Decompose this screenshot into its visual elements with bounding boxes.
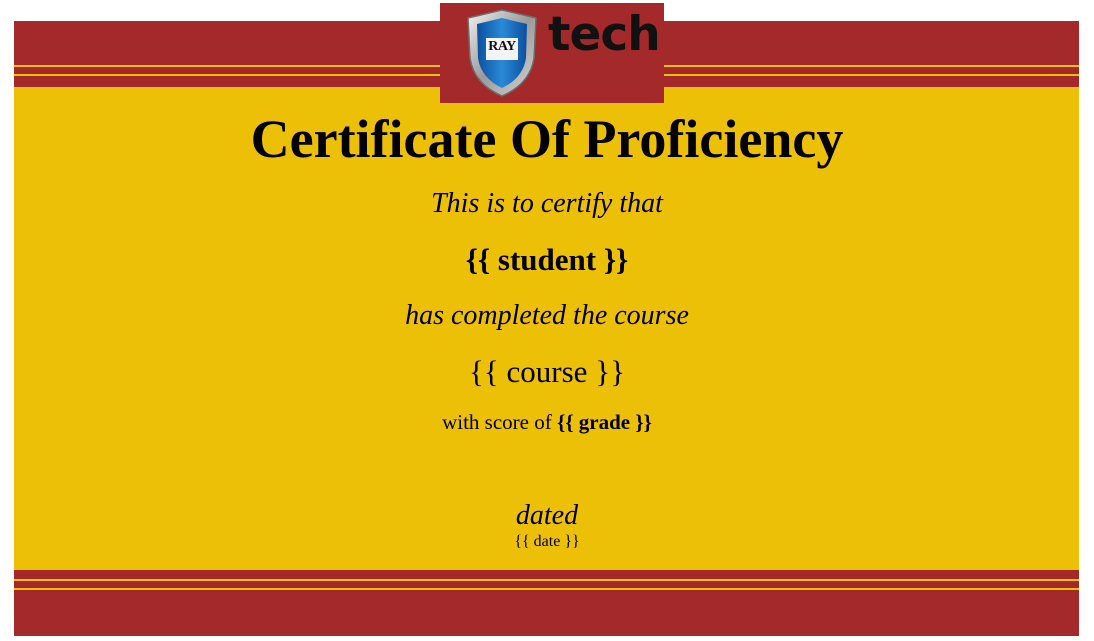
logo-wordmark: tech bbox=[548, 7, 660, 62]
raytech-logo bbox=[440, 3, 664, 103]
student-placeholder: {{ student }} bbox=[465, 242, 629, 277]
score-line bbox=[0, 410, 1094, 435]
grade-placeholder: {{ grade }} bbox=[556, 410, 652, 434]
bottom-band bbox=[14, 593, 1079, 636]
shield-text: RAY bbox=[488, 39, 516, 54]
certify-line: This is to certify that bbox=[431, 188, 663, 219]
certificate-title: Certificate Of Proficiency bbox=[250, 109, 844, 169]
bottom-gold-line-1 bbox=[14, 579, 1079, 581]
completed-line: has completed the course bbox=[405, 300, 689, 331]
score-prefix: with score of bbox=[442, 410, 552, 434]
date-placeholder: {{ date }} bbox=[514, 533, 580, 550]
course-placeholder: {{ course }} bbox=[469, 354, 625, 389]
bottom-gold-line-2 bbox=[14, 588, 1079, 590]
dated-label: dated bbox=[515, 500, 579, 531]
